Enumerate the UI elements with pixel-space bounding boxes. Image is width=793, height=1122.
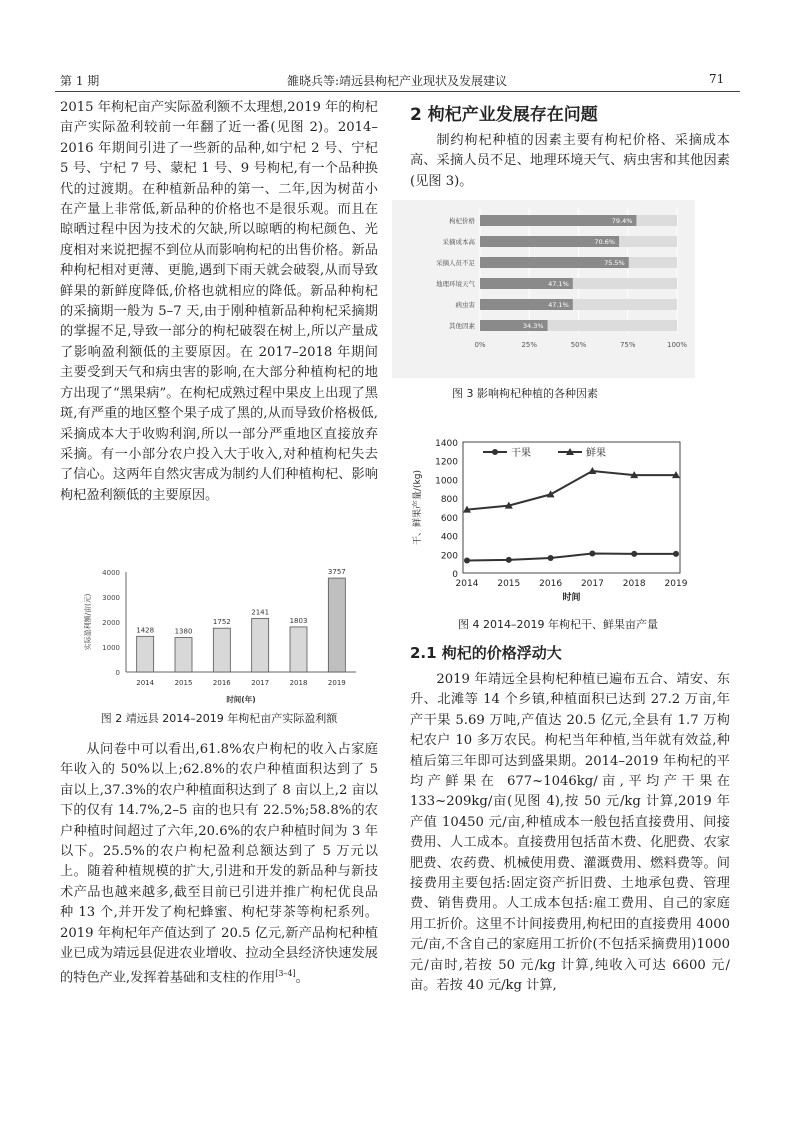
category-label: 采摘成本高 bbox=[442, 238, 475, 246]
bar bbox=[290, 627, 307, 672]
x-tick-label: 2015 bbox=[497, 579, 521, 589]
category-label: 采摘人员不足 bbox=[436, 259, 475, 267]
x-tick-label: 2014 bbox=[455, 579, 479, 589]
figure-4-caption: 图 4 2014–2019 年枸杞干、鲜果亩产量 bbox=[458, 618, 658, 631]
section-2-1-heading: 2.1 枸杞的价格浮动大 bbox=[410, 644, 562, 662]
bar bbox=[328, 578, 345, 672]
data-label: 75.5% bbox=[604, 259, 625, 267]
x-tick-label: 25% bbox=[521, 341, 538, 349]
x-tick-label: 2016 bbox=[212, 679, 231, 687]
data-label: 1803 bbox=[289, 616, 308, 625]
x-axis-title: 时间(年) bbox=[226, 695, 256, 704]
data-label: 70.6% bbox=[594, 238, 616, 246]
y-tick-label: 1000 bbox=[435, 476, 458, 487]
figure-3-caption: 图 3 影响枸杞种植的各种因素 bbox=[452, 387, 598, 400]
page-number: 71 bbox=[709, 72, 725, 86]
legend-marker bbox=[492, 449, 498, 455]
section-2-body bbox=[410, 131, 730, 192]
running-header bbox=[55, 70, 740, 90]
running-title: 雒晓兵等:靖远县枸杞产业现状及发展建议 bbox=[287, 74, 508, 88]
x-tick-label: 75% bbox=[619, 341, 636, 349]
y-tick-label: 1400 bbox=[435, 439, 458, 449]
bar bbox=[252, 618, 269, 672]
y-tick-label: 1000 bbox=[102, 644, 120, 652]
issue-number: 第 1 期 bbox=[60, 74, 100, 88]
section-2-heading: 2 枸杞产业发展存在问题 bbox=[410, 105, 598, 125]
bar bbox=[137, 636, 154, 672]
category-label: 地理环境天气 bbox=[436, 280, 475, 288]
data-label: 2141 bbox=[251, 608, 270, 617]
category-label: 其他因素 bbox=[449, 322, 475, 330]
data-point bbox=[506, 557, 512, 563]
y-axis-title: 干、鲜果产量/(kg) bbox=[413, 470, 423, 545]
figure-2-caption: 图 2 靖远县 2014–2019 年枸杞亩产实际盈利额 bbox=[100, 712, 338, 725]
x-tick-label: 0% bbox=[474, 341, 486, 349]
y-tick-label: 0 bbox=[452, 570, 458, 580]
paragraph-end: 。 bbox=[295, 970, 309, 986]
x-tick-label: 100% bbox=[666, 341, 688, 349]
figure-3-bar-chart bbox=[392, 200, 695, 378]
data-point bbox=[464, 558, 470, 564]
x-tick-label: 2016 bbox=[539, 579, 563, 589]
paragraph: 2019 年靖远全县枸杞种植已遍布五合、靖安、东升、北滩等 14 个乡镇,种植面积已达到 27.2 万亩,年产干果 5.69 万吨,产值达 20.5 亿元,全县有 1.7 万枸杞农户 10 多万农民。枸杞当年种植,当年就有效益,种植后第三年即可达到盛果期。2014–2019 年枸杞的平均产鲜果在 677~1046kg/亩,平均产干果在 133~209kg/亩(见图 4),按 50 元/kg 计算,2019 年产值 10450 元/亩,种植成本一般包括直接费用、间接费用、人工成本。直接费用包括苗木费、化肥费、农家肥费、农药费、机械使用费、灌溉费用、燃料费等。间接费用主要包括:固定资产折旧费、土地承包费、管理费、销售费用。人工成本包括:雇工费用、自己的家庭用工折价。这里不计间接费用,枸杞田的直接费用 4000 元/亩,不含自己的家庭用工折价(不包括采摘费用)1000 元/亩时,若按 50 元/kg 计算,纯收入可达 6600 元/亩。若按 40 元/kg 计算, bbox=[410, 672, 730, 994]
figure-4-line-chart bbox=[408, 432, 698, 610]
series-line bbox=[467, 471, 676, 510]
data-label: 3757 bbox=[327, 568, 346, 577]
data-label: 1380 bbox=[174, 627, 193, 636]
citation: [3–4] bbox=[275, 969, 296, 979]
x-tick-label: 2019 bbox=[327, 679, 346, 687]
x-tick-label: 50% bbox=[570, 341, 587, 349]
y-tick-label: 0 bbox=[115, 669, 120, 677]
figure-2-bar-chart bbox=[68, 560, 368, 705]
data-point bbox=[673, 551, 679, 557]
legend-label: 鲜果 bbox=[586, 448, 606, 459]
category-label: 病虫害 bbox=[455, 301, 475, 309]
y-tick-label: 800 bbox=[440, 495, 458, 506]
data-label: 47.1% bbox=[548, 280, 569, 288]
x-tick-label: 2018 bbox=[622, 579, 646, 589]
bar bbox=[213, 628, 230, 672]
y-axis-title: 实际盈利额/亩(元) bbox=[84, 593, 92, 651]
left-column-bottom bbox=[60, 740, 378, 989]
legend-label: 干果 bbox=[511, 448, 531, 459]
x-tick-label: 2017 bbox=[251, 679, 270, 687]
y-tick-label: 4000 bbox=[102, 569, 120, 577]
x-tick-label: 2015 bbox=[174, 679, 193, 687]
paragraph: 制约枸杞种植的因素主要有枸杞价格、采摘成本高、采摘人员不足、地理环境天气、病虫害和其他因素(见图 3)。 bbox=[410, 133, 730, 189]
paragraph: 2015 年枸杞亩产实际盈利额不太理想,2019 年的枸杞亩产实际盈利较前一年翻了近一番(见图 2)。2014–2016 年期间引进了一些新的品种,如宁杞 2 号、宁杞 5 号、宁杞 7 号、蒙杞 1 号、9 号枸杞,有一个品种换代的过渡期。在种植新品种的第一、二年,因为树苗小在产量上非常低,新品种的价格也不是很乐观。而且在晾晒过程中因为技术的欠缺,所以晾晒的枸杞颜色、光度相对来说把握不到位从而影响枸杞的出售价格。新品种枸杞相对更薄、更脆,遇到下雨天就会破裂,从而导致鲜果的新鲜度降低,价格也就相应的降低。新品种枸杞的采摘期一般为 5–7 天,由于刚种植新品种枸杞采摘期的掌握不足,导致一部分的枸杞破裂在树上,所以产量成了影响盈利额低的主要原因。在 2017–2018 年期间主要受到天气和病虫害的影响,在大部分种植枸杞的地方出现了“黑果病”。在枸杞成熟过程中果皮上出现了黑斑,有严重的地区整个果子成了黑的,从而导致价格极低,采摘成本大于收购利润,所以一部分严重地区直接放弃采摘。有一小部分农户投入大于收入,对种植枸杞失去了信心。这两年自然灾害成为制约人们种植枸杞、影响枸杞盈利额低的主要原因。 bbox=[60, 100, 378, 503]
y-tick-label: 3000 bbox=[102, 594, 120, 602]
y-tick-label: 200 bbox=[440, 551, 458, 562]
section-2-1-body bbox=[410, 670, 730, 997]
y-tick-label: 600 bbox=[440, 513, 458, 524]
x-tick-label: 2018 bbox=[289, 679, 308, 687]
y-tick-label: 2000 bbox=[102, 619, 120, 627]
data-point bbox=[589, 550, 595, 556]
x-tick-label: 2019 bbox=[664, 579, 688, 589]
left-column-top bbox=[60, 98, 378, 506]
bar bbox=[175, 638, 192, 673]
data-label: 79.4% bbox=[611, 217, 633, 225]
data-point bbox=[631, 551, 637, 557]
x-tick-label: 2014 bbox=[136, 679, 155, 687]
paragraph bbox=[60, 740, 378, 989]
data-label: 47.1% bbox=[548, 301, 569, 309]
y-tick-label: 400 bbox=[440, 532, 458, 543]
series-line bbox=[467, 553, 676, 560]
header-rule bbox=[55, 91, 740, 92]
x-axis-title: 时间 bbox=[562, 593, 581, 603]
paragraph-text: 从问卷中可以看出,61.8%农户枸杞的收入占家庭年收入的 50%以上;62.8%的农户种植面积达到了 5 亩以上,37.3%的农户种植面积达到了 8 亩以上,2 亩以下的仅有 14.7%,2–5 亩的也只有 22.5%;58.8%的农户种植时间超过了六年,20.6%的农户种植时间为 3 年以下。25.5%的农户枸杞盈利总额达到了 5 万元以上。随着种植规模的扩大,引进和开发的新品种与新技术产品也越来越多,截至目前已引进并推广枸杞优良品种 13 个,并开发了枸杞蜂蜜、枸杞芽茶等枸杞系列。2019 年枸杞年产值达到了 20.5 亿元,新产品枸杞种植业已成为靖远县促进农业增收、拉动全县经济快速发展的特色产业,发挥着基础和支柱的作用 bbox=[60, 742, 378, 986]
data-point bbox=[548, 555, 554, 561]
data-label: 34.3% bbox=[522, 322, 544, 330]
data-label: 1428 bbox=[136, 626, 155, 635]
data-label: 1752 bbox=[212, 618, 231, 627]
x-tick-label: 2017 bbox=[580, 579, 604, 589]
y-tick-label: 1200 bbox=[435, 457, 458, 468]
category-label: 枸杞价格 bbox=[449, 217, 475, 225]
